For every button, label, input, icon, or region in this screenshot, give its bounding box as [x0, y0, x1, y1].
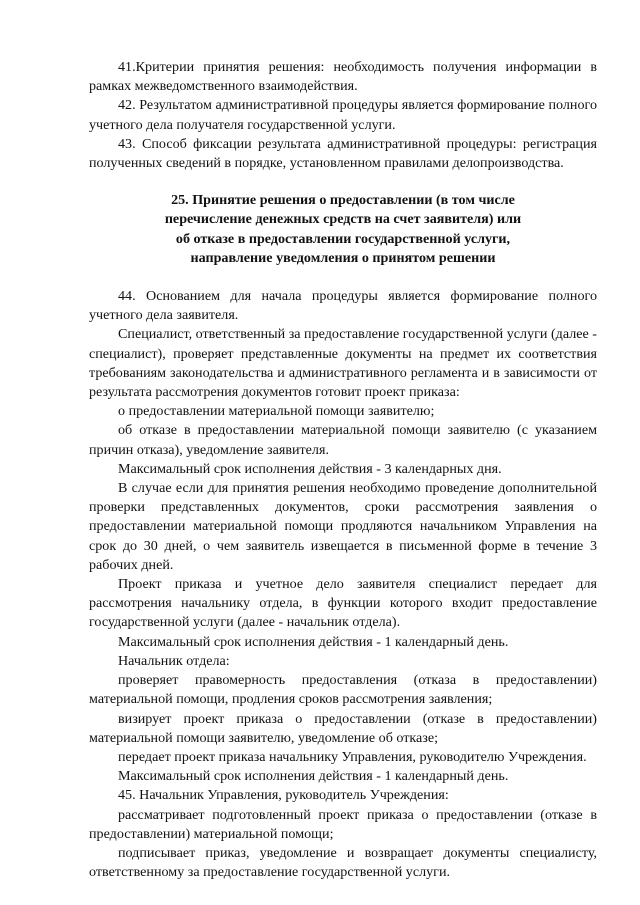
list-item: визирует проект приказа о предоставлении (отказе в предоставлении) материальной помощи заявителю, уведомление об отказе;: [89, 710, 597, 746]
section-heading: [89, 191, 597, 268]
list-item: подписывает приказ, уведомление и возвращает документы специалисту, ответственному за предоставление государственной услуги.: [89, 844, 597, 881]
heading-line: направление уведомления о принятом решении: [190, 249, 496, 266]
section-before: [89, 58, 597, 173]
paragraph: Проект приказа и учетное дело заявителя специалист передает для рассмотрения начальнику отдела, в функции которого входит предоставление государственной услуги (далее - начальник отдела).: [89, 576, 597, 631]
paragraph-43: 43. Способ фиксации результата административной процедуры: регистрация полученных сведений в порядке, установленном правилами делопроизводства.: [89, 135, 597, 172]
paragraph-41: 41.Критерии принятия решения: необходимость получения информации в рамках межведомственного взаимодействия.: [89, 59, 597, 95]
list-item: проверяет правомерность предоставления (отказа в предоставлении) материальной помощи, продления сроков рассмотрения заявления;: [89, 672, 597, 708]
list-item: передает проект приказа начальнику Управления, руководителю Учреждения.: [118, 748, 587, 765]
paragraph-45: 45. Начальник Управления, руководитель Учреждения:: [118, 787, 449, 804]
list-item: об отказе в предоставлении материальной помощи заявителю (с указанием причин отказа), уведомление заявителя.: [89, 422, 597, 458]
paragraph: Максимальный срок исполнения действия - 3 календарных дня.: [118, 460, 502, 477]
paragraph-42: 42. Результатом административной процедуры является формирование полного учетного дела получателя государственной услуги.: [89, 97, 597, 133]
paragraph-44: 44. Основанием для начала процедуры является формирование полного учетного дела заявителя.: [89, 288, 597, 324]
paragraph: Максимальный срок исполнения действия - 1 календарный день.: [118, 768, 509, 785]
paragraph: Максимальный срок исполнения действия - 1 календарный день.: [118, 633, 509, 650]
heading-line: об отказе в предоставлении государственной услуги,: [175, 230, 511, 247]
document-page: [89, 58, 597, 882]
section-body: [89, 287, 597, 882]
paragraph: В случае если для принятия решения необходимо проведение дополнительной проверки представленных документов, сроки рассмотрения заявления о предоставлении материальной помощи продляются начальником Управления на срок до 30 дней, о чем заявитель извещается в письменной форме в течение 3 рабочих дней.: [89, 480, 597, 573]
paragraph: Начальник отдела:: [118, 652, 230, 669]
heading-line: 25. Принятие решения о предоставлении (в том числе: [171, 192, 515, 209]
list-item: рассматривает подготовленный проект приказа о предоставлении (отказе в предоставлении) материальной помощи;: [89, 806, 597, 842]
heading-line: перечисление денежных средств на счет заявителя) или: [164, 211, 522, 228]
list-item: о предоставлении материальной помощи заявителю;: [118, 403, 435, 420]
paragraph: Специалист, ответственный за предоставление государственной услуги (далее - специалист), проверяет представленные документы на предмет их соответствия требованиям законодательства и административного регламента и в зависимости от результата рассмотрения документов готовит проект приказа:: [89, 326, 597, 401]
